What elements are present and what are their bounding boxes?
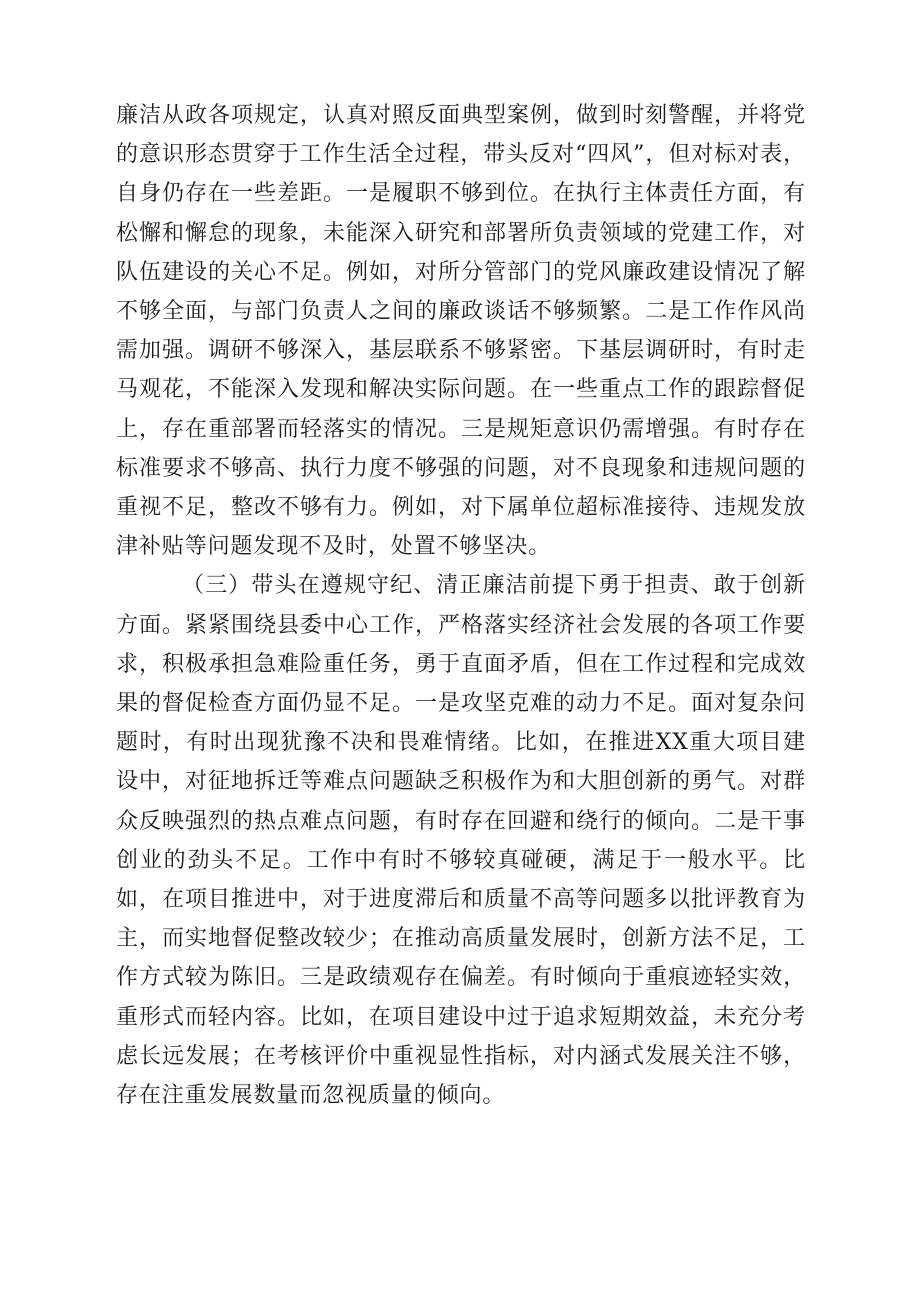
body-paragraph-2: （三）带头在遵规守纪、清正廉洁前提下勇于担责、敢于创新方面。紧紧围绕县委中心工作，严格落实经济社会发展的各项工作要求，积极承担急难险重任务，勇于直面矛盾，但在工作过程和完成效果的督促检查方面仍显不足。一是攻坚克难的动力不足。面对复杂问题时，有时出现犹豫不决和畏难情绪。比如，在推进XX重大项目建设中，对征地拆迁等难点问题缺乏积极作为和大胆创新的勇气。对群众反映强烈的热点难点问题，有时存在回避和绕行的倾向。二是干事创业的劲头不足。工作中有时不够较真碰硬，满足于一般水平。比如，在项目推进中，对于进度滞后和质量不高等问题多以批评教育为主，而实地督促整改较少；在推动高质量发展时，创新方法不足，工作方式较为陈旧。三是政绩观存在偏差。有时倾向于重痕迹轻实效，重形式而轻内容。比如，在项目建设中过于追求短期效益，未充分考虑长远发展；在考核评价中重视显性指标，对内涵式发展关注不够，存在注重发展数量而忽视质量的倾向。 bbox=[116, 573, 806, 1109]
body-paragraph-1: 廉洁从政各项规定，认真对照反面典型案例，做到时刻警醒，并将党的意识形态贯穿于工作生活全过程，带头反对“四风”，但对标对表，自身仍存在一些差距。一是履职不够到位。在执行主体责任方面，有松懈和懈怠的现象，未能深入研究和部署所负责领域的党建工作，对队伍建设的关心不足。例如，对所分管部门的党风廉政建设情况了解不够全面，与部门负责人之间的廉政谈话不够频繁。二是工作作风尚需加强。调研不够深入，基层联系不够紧密。下基层调研时，有时走马观花，不能深入发现和解决实际问题。在一些重点工作的跟踪督促上，存在重部署而轻落实的情况。三是规矩意识仍需增强。有时存在标准要求不够高、执行力度不够强的问题，对不良现象和违规问题的重视不足，整改不够有力。例如，对下属单位超标准接待、违规发放津补贴等问题发现不及时，处置不够坚决。 bbox=[116, 103, 806, 560]
document-body bbox=[116, 96, 806, 1115]
